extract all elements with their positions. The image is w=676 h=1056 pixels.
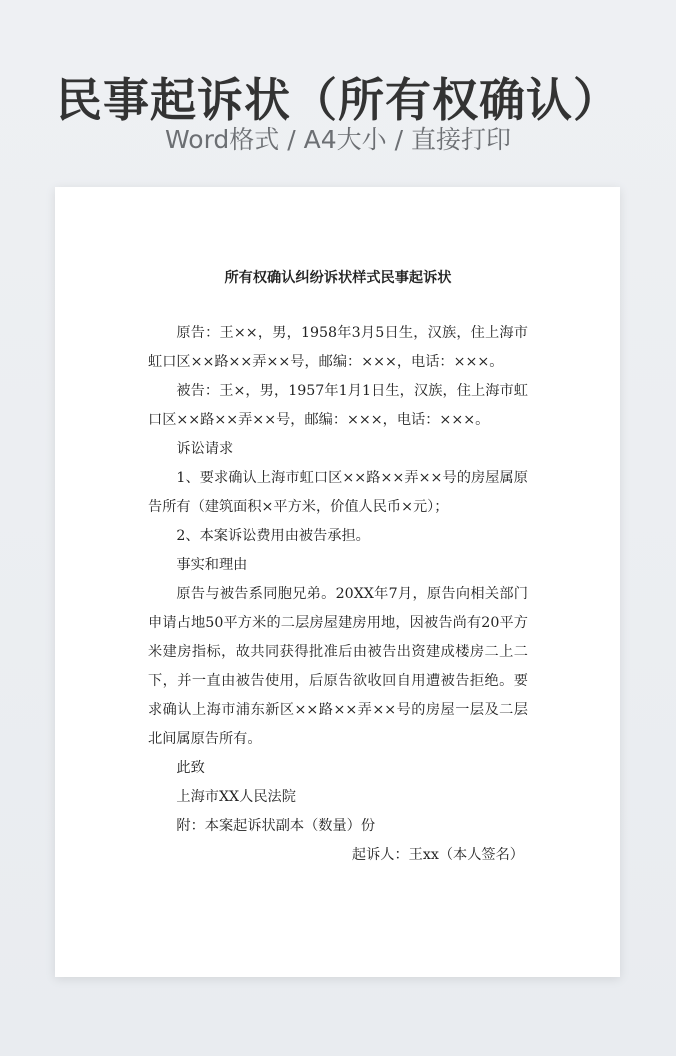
plaintiff-paragraph: 原告：王××，男，1958年3月5日生，汉族，住上海市虹口区××路××弄××号，邮编：×××，电话：×××。 — [148, 325, 528, 370]
signature-line: 起诉人：王xx（本人签名） — [351, 847, 524, 863]
document-title: 所有权确认纠纷诉状样式民事起诉状 — [224, 270, 452, 286]
closing-salutation: 此致 — [176, 760, 205, 776]
attachment-note: 附：本案起诉状副本（数量）份 — [176, 818, 376, 834]
claims-heading: 诉讼请求 — [176, 441, 234, 457]
defendant-paragraph: 被告：王×，男，1957年1月1日生，汉族，住上海市虹口区××路××弄××号，邮编：×××，电话：×××。 — [148, 383, 528, 428]
banner-subtitle: Word格式 / A4大小 / 直接打印 — [165, 125, 511, 154]
claim-item-1: 1、要求确认上海市虹口区××路××弄××号的房屋属原告所有（建筑面积×平方米，价值人民币×元）； — [148, 470, 528, 515]
banner-title: 民事起诉状（所有权确认） — [56, 73, 620, 127]
facts-heading: 事实和理由 — [176, 557, 248, 573]
document-body — [148, 319, 528, 870]
document-page — [55, 187, 620, 977]
court-name: 上海市XX人民法院 — [176, 789, 296, 805]
facts-paragraph: 原告与被告系同胞兄弟。20XX年7月，原告向相关部门申请占地50平方米的二层房屋建房用地，因被告尚有20平方米建房指标，故共同获得批准后由被告出资建成楼房二上二下，并一直由被告使用，后原告欲收回自用遭被告拒绝。要求确认上海市浦东新区××路××弄××号的房屋一层及二层北间属原告所有。 — [148, 586, 528, 747]
claim-item-2: 2、本案诉讼费用由被告承担。 — [176, 528, 370, 544]
